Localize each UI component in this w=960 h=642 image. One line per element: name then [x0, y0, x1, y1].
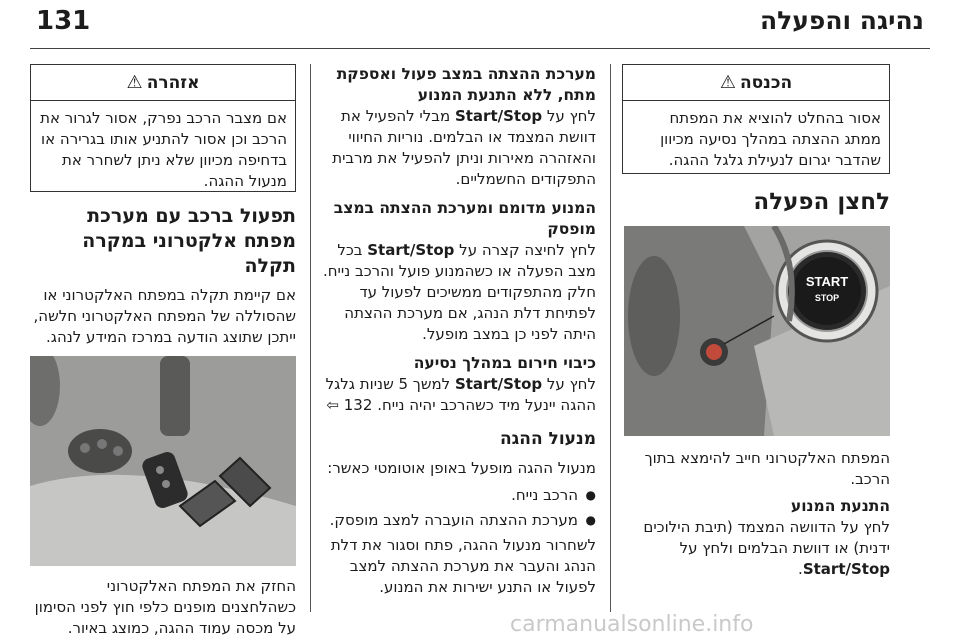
warning-box-title: אזהרה: [146, 72, 200, 93]
page-reference-number: 132: [343, 396, 373, 414]
header-rule: [30, 48, 930, 49]
engine-off-heading: המנוע מדומם ומערכת ההצתה במצב מופסק: [333, 199, 596, 238]
start-button-illustration: [624, 226, 890, 436]
engine-off-text-post: בכל מצב הפעלה או כשהמנוע פועל והרכב נייח. חלק מהתפקודים ממשיכים לפעול עד לפתיחת דלת הנהג, אם מערכת ההצתה היתה לפני כן במצב מופעל.: [322, 241, 596, 343]
emergency-shutoff-text: [318, 374, 596, 416]
page-reference-icon: ⇦: [326, 396, 339, 414]
start-stop-term: Start/Stop: [367, 241, 455, 259]
section-title-start-button: לחצן הפעלה: [753, 189, 890, 215]
warning-triangle-icon: ⚠: [126, 71, 143, 93]
engine-start-text: [622, 517, 890, 580]
stop-label: STOP: [814, 293, 840, 303]
warning-box: [30, 64, 296, 192]
engine-start-text-pre: לחץ על הדוושה המצמד (תיבת הילוכים ידנית) או דוושת הבלמים ולחץ על: [643, 518, 890, 557]
engine-off-text: [318, 240, 596, 345]
steering-lock-title: מנעול ההגה: [500, 429, 596, 449]
fault-operation-text: אם קיימת תקלה במפתח האלקטרוני או שהסוללה של המפתח האלקטרוני חלשה, ייתכן שתוצג הודעה במרכז המידע לנהג.: [33, 286, 296, 346]
warning-triangle-icon: ⚠: [719, 71, 736, 93]
warning-box-text: אם מצבר הרכב נפרק, אסור לגרור את הרכב וכן אסור להתניע אותו בגרירה או בדחיפה מכיוון שלא ניתן לשחרר את מנעול ההגה.: [40, 109, 287, 190]
list-item: ● מערכת ההצתה הועברה למצב מופסק.: [318, 510, 596, 531]
ignition-on-text-pre: לחץ על: [542, 107, 596, 125]
engine-start-heading: התנעת המנוע: [790, 497, 890, 515]
column-divider-left: [310, 64, 311, 612]
notice-box: [622, 64, 890, 174]
start-stop-term: Start/Stop: [454, 375, 543, 393]
section-title-fault-operation: תפעול ברכב עם מערכת מפתח אלקטרוני במקרה תקלה: [82, 205, 296, 277]
emergency-shutoff-heading: כיבוי חירום במהלך נסיעה: [413, 354, 596, 372]
engine-off-text-pre: לחץ לחיצה קצרה על: [454, 241, 596, 259]
warning-box-header: [31, 65, 295, 101]
key-position-caption: החזק את המפתח האלקטרוני כשהלחצנים מופנים כלפי חוץ לפני הסימון על מכסה עמוד ההגה, כמוצג באיור.: [34, 577, 296, 637]
steering-lock-release-text: לשחרור מנעול ההגה, פתח וסגור את דלת הנהג והעבר את מערכת ההצתה למצב לפעול או התנע ישירות את המנוע.: [330, 536, 596, 596]
key-position-illustration: [30, 356, 296, 566]
key-position-photo: [30, 356, 296, 566]
list-item: ● הרכב נייח.: [318, 485, 596, 506]
start-button-photo: [624, 226, 890, 436]
engine-start-text-post: .: [798, 560, 803, 578]
page-number: 131: [36, 6, 91, 36]
ignition-on-heading: מערכת ההצתה במצב פעול ואספקת מתח, ללא התנעת המנוע: [336, 65, 596, 104]
middle-column: [318, 64, 596, 598]
page-reference[interactable]: [326, 396, 372, 414]
start-button-caption: המפתח האלקטרוני חייב להימצא בתוך הרכב.: [644, 449, 890, 488]
right-column: [622, 64, 890, 580]
start-stop-term: Start/Stop: [802, 560, 890, 578]
running-title: נהיגה והפעלה: [759, 6, 924, 35]
steering-lock-intro: מנעול ההגה מופעל באופן אוטומטי כאשר:: [327, 459, 596, 477]
notice-box-text: אסור בהחלט להוציא את המפתח ממתג ההצתה במהלך נסיעה מכיוון שהדבר יגרום לנעילת גלגל ההגה.: [660, 109, 881, 169]
emergency-shutoff-text-post: למשך 5 שניות גלגל ההגה יינעל מיד כשהרכב יהיה נייח.: [325, 375, 596, 414]
steering-lock-conditions: [318, 485, 596, 531]
notice-box-title: הכנסה: [739, 72, 793, 93]
page-header: [0, 0, 960, 46]
ignition-on-text: [318, 106, 596, 190]
left-column: [30, 64, 296, 639]
ignition-on-text-post: מבלי להפעיל את דוושת המצמד או הבלמים. נוריות החיווי והאזהרה מאירות וניתן להפעיל את מרבית התפקודים החשמליים.: [332, 107, 596, 188]
column-divider-right: [610, 64, 611, 612]
notice-box-header: [623, 65, 889, 101]
watermark: carmanualsonline.info: [510, 612, 754, 637]
start-label: START: [805, 274, 849, 289]
start-stop-term: Start/Stop: [454, 107, 543, 125]
emergency-shutoff-text-pre: לחץ על: [542, 375, 596, 393]
